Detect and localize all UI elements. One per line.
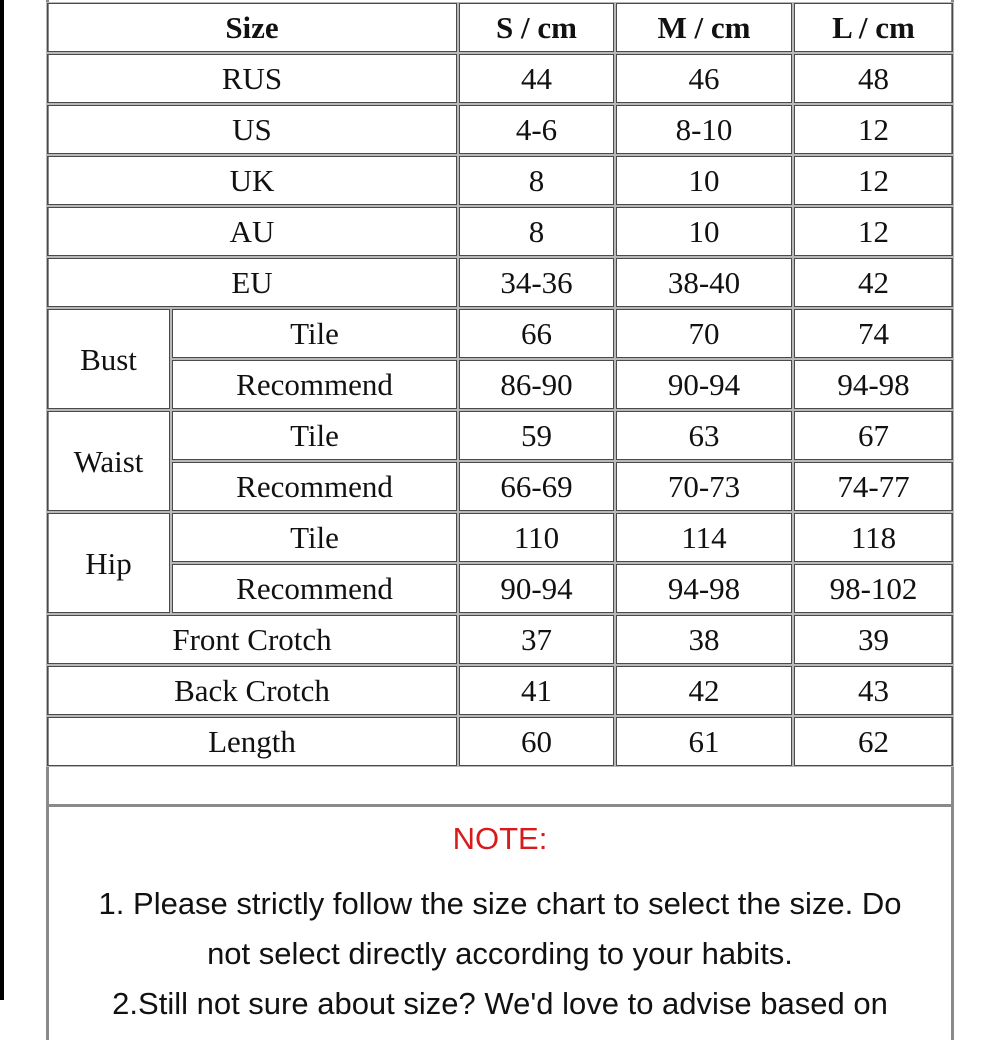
table-row-us <box>46 104 954 155</box>
row-label: Length <box>46 716 458 767</box>
cell-l: 62 <box>793 716 954 767</box>
table-row-au <box>46 206 954 257</box>
cell-l: 94-98 <box>793 359 954 410</box>
cell-l: 12 <box>793 155 954 206</box>
cell-l: 42 <box>793 257 954 308</box>
row-label: Back Crotch <box>46 665 458 716</box>
table-row-back-crotch <box>46 665 954 716</box>
cell-m: 46 <box>615 53 793 104</box>
cell-m: 70-73 <box>615 461 793 512</box>
header-size: Size <box>46 2 458 53</box>
cell-l: 48 <box>793 53 954 104</box>
table-row-rus <box>46 53 954 104</box>
row-label: EU <box>46 257 458 308</box>
left-edge-rule <box>0 0 4 1000</box>
table-row-waist-recommend <box>46 461 954 512</box>
group-label-hip: Hip <box>46 512 171 614</box>
cell-s: 44 <box>458 53 615 104</box>
cell-l: 67 <box>793 410 954 461</box>
cell-s: 90-94 <box>458 563 615 614</box>
cell-m: 8-10 <box>615 104 793 155</box>
note-line-3: 2.Still not sure about size? We'd love to advise based on <box>112 986 888 1021</box>
group-label-bust: Bust <box>46 308 171 410</box>
header-row <box>46 2 954 53</box>
cell-m: 10 <box>615 155 793 206</box>
cell-m: 114 <box>615 512 793 563</box>
cell-m: 38 <box>615 614 793 665</box>
cell-m: 90-94 <box>615 359 793 410</box>
row-label: Front Crotch <box>46 614 458 665</box>
cell-s: 4-6 <box>458 104 615 155</box>
cell-s: 110 <box>458 512 615 563</box>
row-label: Tile <box>171 308 458 359</box>
row-label: Tile <box>171 410 458 461</box>
cell-l: 12 <box>793 206 954 257</box>
table-row-length <box>46 716 954 767</box>
header-s: S / cm <box>458 2 615 53</box>
table-row-hip-recommend <box>46 563 954 614</box>
table-row-uk <box>46 155 954 206</box>
table-row-bust-recommend <box>46 359 954 410</box>
table-row-hip-tile <box>46 512 954 563</box>
cell-l: 12 <box>793 104 954 155</box>
cell-m: 63 <box>615 410 793 461</box>
cell-s: 66 <box>458 308 615 359</box>
cell-s: 8 <box>458 155 615 206</box>
cell-l: 39 <box>793 614 954 665</box>
cell-m: 70 <box>615 308 793 359</box>
row-label: US <box>46 104 458 155</box>
cell-s: 66-69 <box>458 461 615 512</box>
row-label: RUS <box>46 53 458 104</box>
cell-s: 37 <box>458 614 615 665</box>
size-chart-table <box>46 2 954 767</box>
note-title: NOTE: <box>452 821 548 856</box>
row-label: Recommend <box>171 563 458 614</box>
cell-m: 94-98 <box>615 563 793 614</box>
note-line-2: not select directly according to your habits. <box>207 936 793 971</box>
group-label-waist: Waist <box>46 410 171 512</box>
cell-l: 98-102 <box>793 563 954 614</box>
cell-m: 10 <box>615 206 793 257</box>
row-label: Tile <box>171 512 458 563</box>
header-m: M / cm <box>615 2 793 53</box>
table-row-bust-tile <box>46 308 954 359</box>
row-label: UK <box>46 155 458 206</box>
row-label: AU <box>46 206 458 257</box>
table-row-waist-tile <box>46 410 954 461</box>
cell-s: 41 <box>458 665 615 716</box>
cell-s: 34-36 <box>458 257 615 308</box>
row-label: Recommend <box>171 461 458 512</box>
cell-s: 59 <box>458 410 615 461</box>
cell-l: 118 <box>793 512 954 563</box>
cell-s: 8 <box>458 206 615 257</box>
cell-s: 60 <box>458 716 615 767</box>
note-box <box>49 804 951 1047</box>
cell-l: 74-77 <box>793 461 954 512</box>
cell-l: 43 <box>793 665 954 716</box>
row-label: Recommend <box>171 359 458 410</box>
table-row-front-crotch <box>46 614 954 665</box>
cell-l: 74 <box>793 308 954 359</box>
note-line-1: 1. Please strictly follow the size chart to select the size. Do <box>98 886 902 921</box>
table-row-eu <box>46 257 954 308</box>
cell-s: 86-90 <box>458 359 615 410</box>
cell-m: 38-40 <box>615 257 793 308</box>
header-l: L / cm <box>793 2 954 53</box>
cell-m: 42 <box>615 665 793 716</box>
cell-m: 61 <box>615 716 793 767</box>
